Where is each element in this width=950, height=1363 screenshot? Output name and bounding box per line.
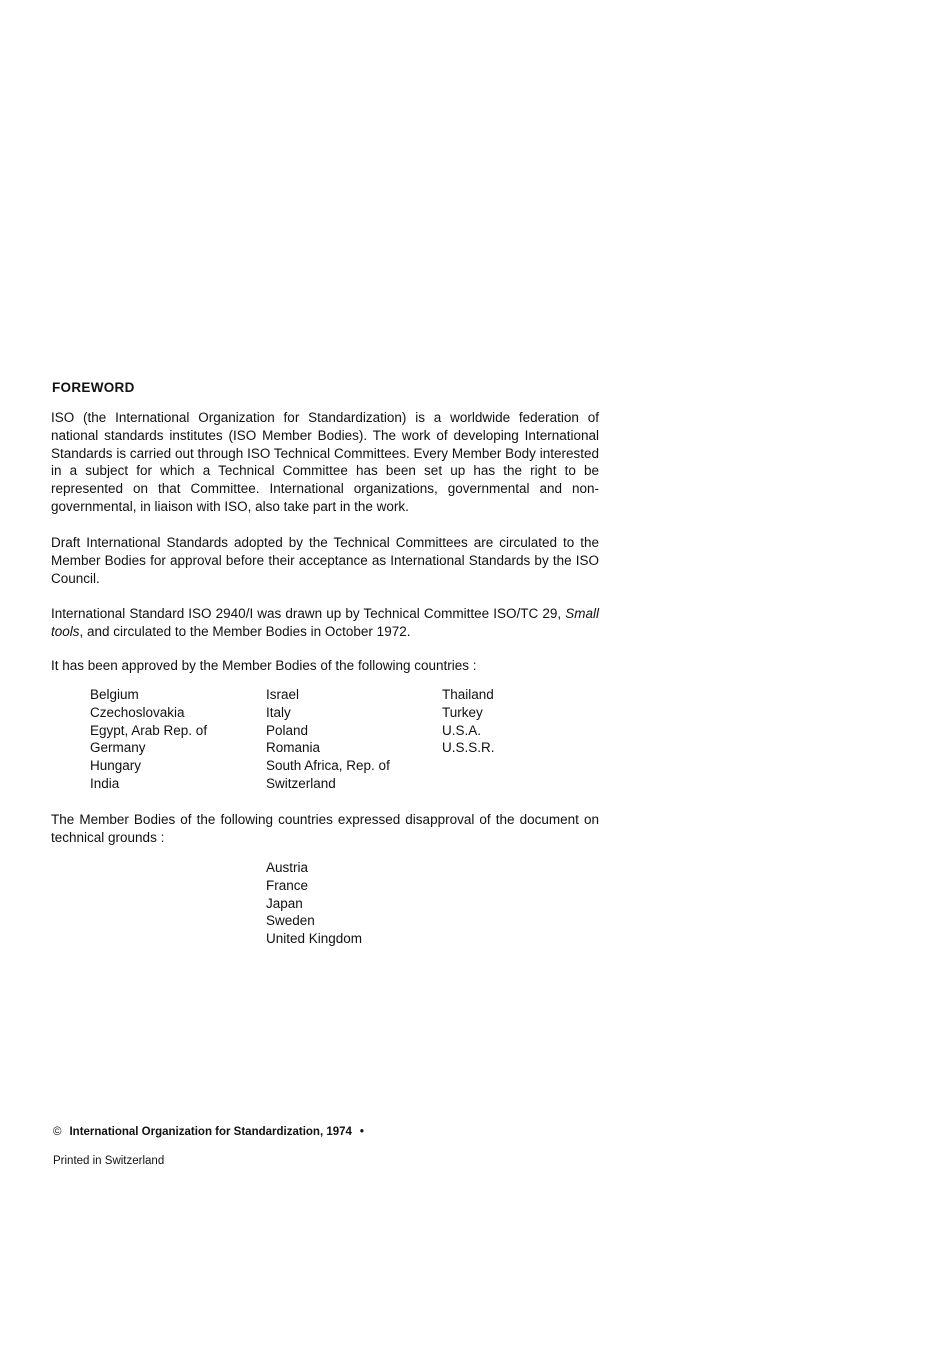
country-item: Romania [266,740,321,756]
country-item: Germany [90,740,146,756]
bullet-icon: • [359,1126,364,1138]
country-item: Italy [266,704,291,720]
country-item: Switzerland [266,775,336,791]
country-item: Hungary [90,758,142,774]
country-item: Thailand [442,687,494,702]
approved-countries-column-3 [442,686,495,757]
copyright-notice [53,1126,364,1138]
country-item: Poland [266,722,309,738]
country-item: United Kingdom [266,931,363,947]
country-item: India [90,775,120,791]
country-item: Japan [266,895,303,911]
copyright-text: International Organization for Standardization, 1974 [69,1126,352,1138]
country-item: Egypt, Arab Rep. of [90,722,208,738]
country-item: Turkey [442,704,483,720]
standard-origin-text-end: , and circulated to the Member Bodies in October 1972. [79,623,411,639]
approval-intro: It has been approved by the Member Bodies of the following countries : [51,658,477,673]
committee-title-italic: Small tools [51,606,599,639]
copyright-symbol: © [53,1126,62,1138]
country-item: Israel [266,687,300,702]
standard-origin-text-start: International Standard ISO 2940/I was drawn up by Technical Committee ISO/TC 29, [51,606,566,621]
foreword-paragraph-iso-intro: ISO (the International Organization for Standardization) is a worldwide federation of national standards institutes (ISO Member Bodies). The work of developing International Standards is carried out through ISO Technical Committees. Every Member Body interested in a subject for which a Technical Committee has been set up has the right to be represented on that Committee. International organizations, governmental and non-governmental, in liaison with ISO, also take part in the work. [51,410,599,514]
disapproved-countries-list [266,859,362,948]
country-item: Austria [266,860,309,875]
foreword-heading: FOREWORD [52,380,135,395]
country-item: U.S.S.R. [442,740,495,756]
disapproval-intro: The Member Bodies of the following countries expressed disapproval of the document on technical grounds : [51,812,599,845]
foreword-paragraph-standard-origin [51,605,599,641]
printed-in-notice: Printed in Switzerland [53,1155,165,1167]
approved-countries-column-2 [266,686,390,793]
country-item: Belgium [90,687,139,702]
country-item: Sweden [266,913,315,929]
country-item: France [266,877,309,893]
approved-countries-column-1 [90,686,207,793]
foreword-paragraph-draft-standards: Draft International Standards adopted by the Technical Committees are circulated to the Member Bodies for approval before their acceptance as International Standards by the ISO Council. [51,535,599,586]
country-item: South Africa, Rep. of [266,758,390,774]
country-item: U.S.A. [442,722,482,738]
country-item: Czechoslovakia [90,704,185,720]
